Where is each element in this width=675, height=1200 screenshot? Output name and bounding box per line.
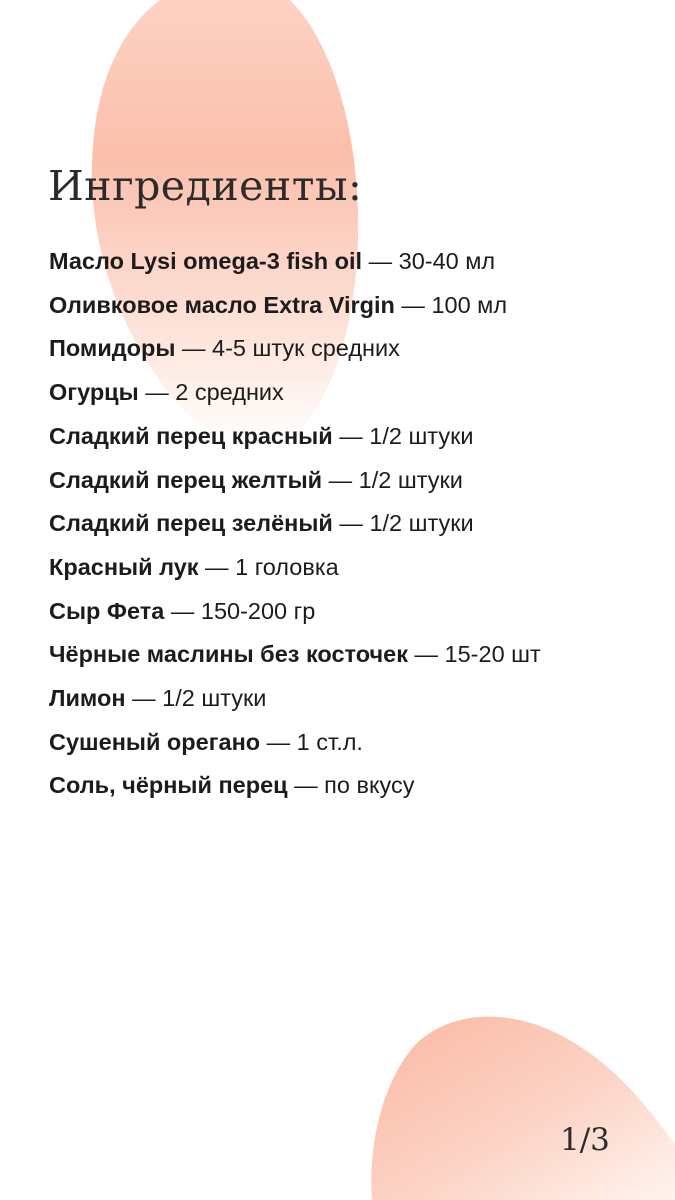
ingredient-name: Сладкий перец желтый: [49, 466, 323, 493]
page-number: 1/3: [560, 1122, 610, 1158]
page-title: Ингредиенты:: [48, 162, 363, 210]
bottom-accent-blob: [371, 1017, 675, 1200]
ingredient-name: Масло Lysi omega-3 fish oil: [49, 248, 363, 274]
ingredient-name: Красный лук: [49, 553, 199, 580]
list-item: [49, 327, 541, 371]
ingredient-amount: — 1/2 штуки: [322, 466, 463, 493]
ingredient-name: Сушеный орегано: [49, 728, 261, 755]
list-item: [49, 677, 541, 721]
ingredient-name: Сладкий перец красный: [49, 422, 333, 449]
ingredient-amount: — 1 головка: [198, 553, 339, 580]
ingredient-amount: — 2 средних: [138, 379, 284, 406]
ingredient-amount: — 4-5 штук средних: [175, 335, 400, 362]
ingredient-name: Соль, чёрный перец: [49, 772, 288, 799]
ingredient-name: Сыр Фета: [49, 597, 165, 624]
list-item: [49, 240, 541, 284]
ingredient-name: Чёрные маслины без косточек: [49, 641, 408, 668]
list-item: [49, 633, 541, 677]
list-item: [49, 284, 541, 328]
list-item: [49, 415, 541, 459]
ingredient-name: Оливковое масло Extra Virgin: [49, 291, 395, 318]
ingredient-name: Лимон: [49, 685, 126, 712]
list-item: [49, 502, 541, 546]
ingredient-name: Помидоры: [49, 335, 176, 362]
list-item: [49, 459, 541, 503]
ingredient-amount: — по вкусу: [287, 772, 415, 799]
list-item: [49, 721, 541, 765]
ingredient-name: Огурцы: [49, 379, 139, 406]
list-item: [49, 371, 541, 415]
list-item: [49, 764, 541, 808]
list-item: [49, 546, 541, 590]
ingredient-amount: — 15-20 шт: [407, 641, 541, 668]
ingredient-amount: — 150-200 гр: [164, 597, 316, 624]
list-item: [49, 590, 541, 634]
ingredient-name: Сладкий перец зелёный: [49, 510, 333, 537]
ingredient-amount: — 1/2 штуки: [125, 685, 267, 712]
ingredient-amount: — 1/2 штуки: [332, 510, 474, 537]
ingredient-amount: — 1 ст.л.: [260, 728, 363, 755]
ingredient-amount: — 1/2 штуки: [332, 422, 474, 449]
ingredient-list: [49, 240, 541, 808]
ingredient-amount: — 30-40 мл: [362, 248, 496, 274]
ingredient-amount: — 100 мл: [394, 291, 508, 318]
